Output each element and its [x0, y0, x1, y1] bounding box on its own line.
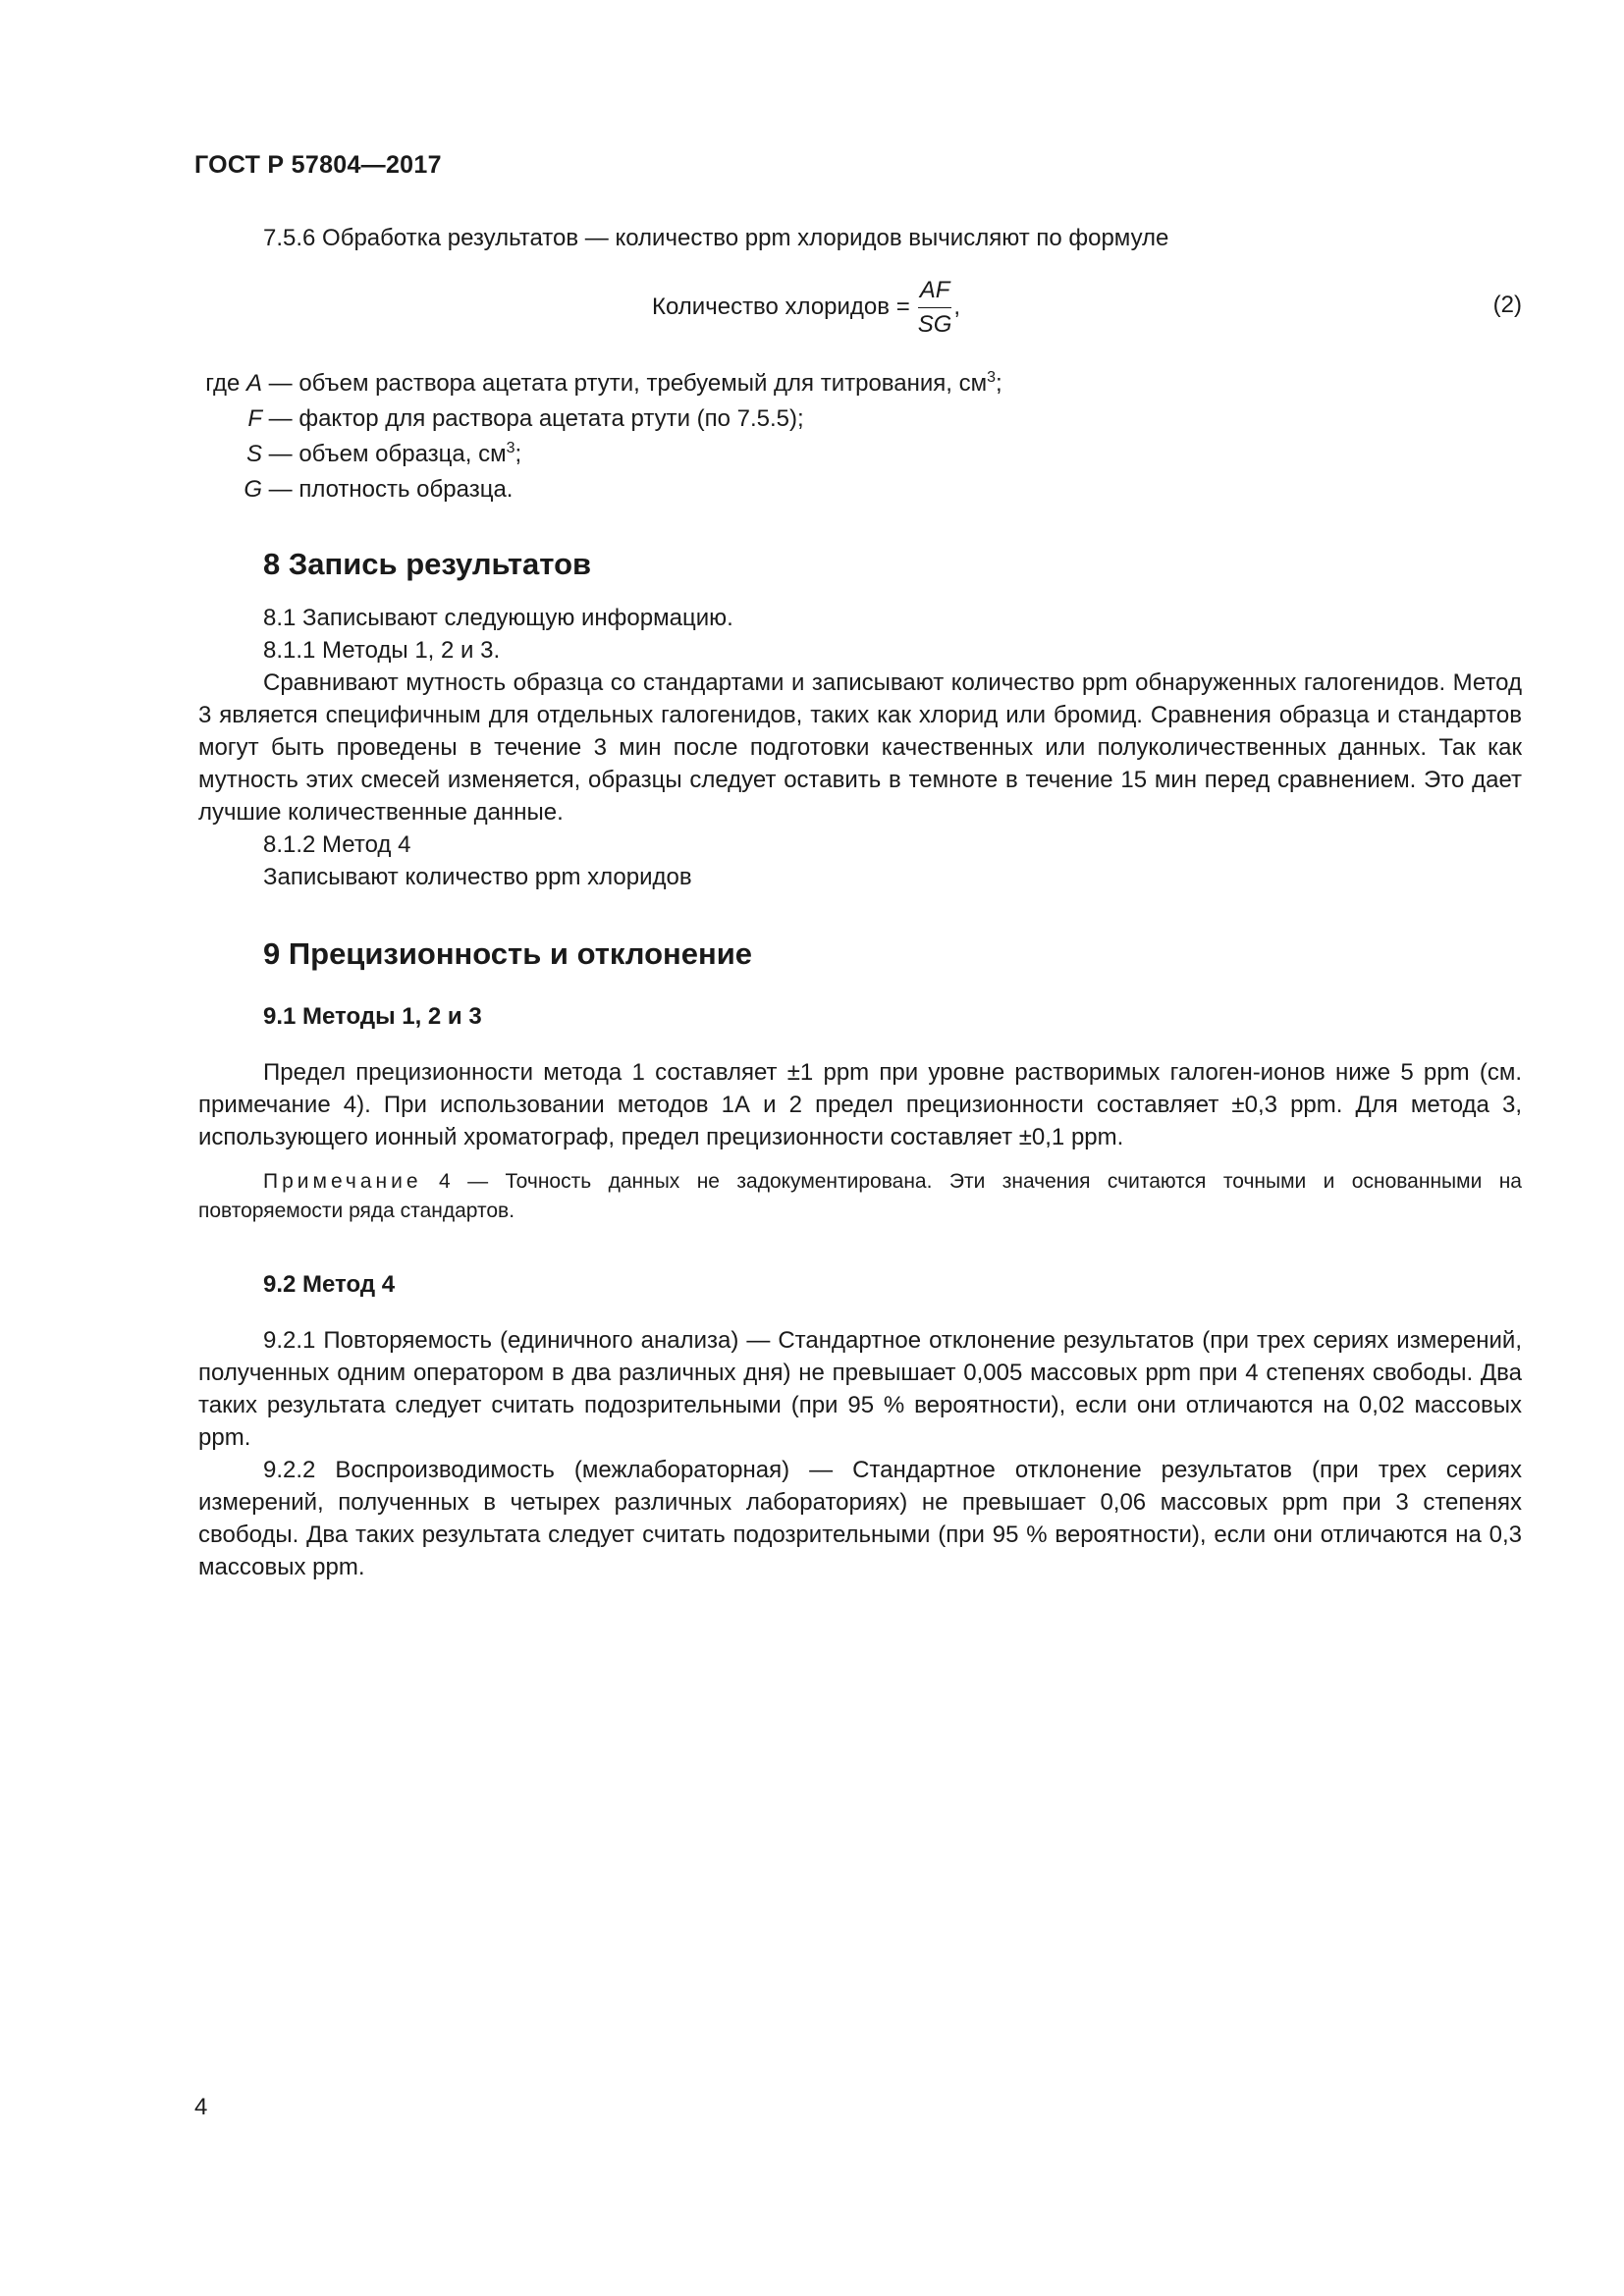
variable-text: — плотность образца.	[262, 476, 514, 503]
section-8-body	[198, 602, 1522, 893]
formula-fraction	[918, 276, 952, 340]
paragraph-8-1: 8.1 Записывают следующую информацию.	[263, 605, 733, 631]
note-text: 4 — Точность данных не задокументирована. Эти значения считаются точными и основанными на повторяемости ряда стандартов.	[198, 1170, 1522, 1222]
formula-row	[198, 268, 1522, 358]
paragraph-9-2-1: 9.2.1 Повторяемость (единичного анализа) — Стандартное отклонение результатов (при трех сериях измерений, полученных одним оператором в два различных дня) не превышает 0,005 массовых ppm при 4 степенях свободы. Два таких результата следует считать подозрительными (при 95 % вероятности), если они отличаются на 0,02 массовых ppm.	[198, 1327, 1522, 1451]
section-7-5-6-intro: 7.5.6 Обработка результатов — количество ppm хлоридов вычисляют по формуле	[263, 225, 1169, 251]
paragraph-8-1-1-text: Сравнивают мутность образца со стандартами и записывают количество ppm обнаруженных галогенидов. Метод 3 является специфичным для отдельных галогенидов, таких как хлорид или бромид. Сравнения образца и стандартов могут быть проведены в течение 3 мин после подготовки качественных или полуколичественных данных. Так как мутность этих смесей изменяется, образцы следует оставить в темноте в течение 15 мин перед сравнением. Это дает лучшие количественные данные.	[198, 669, 1522, 826]
section-8-heading: 8 Запись результатов	[263, 547, 592, 581]
variable-text: — объем раствора ацетата ртути, требуемый для титрования, см	[262, 370, 988, 397]
paragraph-8-1-2-text: Записывают количество ppm хлоридов	[263, 864, 692, 890]
superscript: 3	[987, 369, 997, 386]
variable-symbol: G	[244, 476, 262, 503]
variable-text: — объем образца, см	[262, 441, 507, 467]
variable-definition	[194, 472, 1522, 507]
variable-definition: где A — объем раствора ацетата ртути, требуемый для титрования, $см^3$;	[194, 366, 1522, 401]
variable-symbol: S	[245, 441, 262, 467]
variable-definition	[194, 401, 1522, 437]
section-9-2-heading: 9.2 Метод 4	[263, 1271, 396, 1298]
page-number: 4	[194, 2094, 208, 2120]
variable-definitions	[194, 366, 1522, 507]
equation-number: (2)	[1492, 292, 1522, 318]
formula-denominator: SG	[917, 310, 952, 338]
paragraph-8-1-1: 8.1.1 Методы 1, 2 и 3.	[263, 637, 501, 664]
paragraph-9-1-text: Предел прецизионности метода 1 составляет ±1 ppm при уровне растворимых галоген-ионов ниже 5 ppm (см. примечание 4). При использовании методов 1А и 2 предел прецизионности составляет ±0,3 ppm. Для метода 3, использующего ионный хроматограф, предел прецизионности составляет ±0,1 ppm.	[198, 1059, 1522, 1150]
formula-comma: ,	[953, 294, 961, 320]
paragraph-8-1-2: 8.1.2 Метод 4	[263, 831, 411, 858]
section-9-heading: 9 Прецизионность и отклонение	[263, 936, 753, 971]
note-4	[198, 1167, 1522, 1226]
formula-label: Количество хлоридов =	[652, 294, 910, 320]
variable-symbol: F	[247, 405, 262, 432]
superscript: 3	[506, 440, 515, 456]
note-label: Примечание	[263, 1170, 422, 1193]
variable-symbol: где A	[205, 370, 262, 397]
paragraph-9-2-2: 9.2.2 Воспроизводимость (межлабораторная) — Стандартное отклонение результатов (при трех сериях измерений, полученных в четырех различных лабораториях) не превышает 0,06 массовых ppm при 3 степенях свободы. Два таких результата следует считать подозрительными (при 95 % вероятности), если они отличаются на 0,3 массовых ppm.	[198, 1457, 1522, 1580]
variable-text: — фактор для раствора ацетата ртути (по 7.5.5);	[262, 405, 804, 432]
formula	[652, 268, 960, 347]
section-9-1-heading: 9.1 Методы 1, 2 и 3	[263, 1003, 482, 1030]
variable-definition: S — объем образца, $см^3$;	[194, 437, 1522, 472]
document-header: ГОСТ Р 57804—2017	[194, 151, 442, 179]
document-body	[198, 222, 1522, 1583]
formula-numerator: AF	[918, 276, 952, 308]
